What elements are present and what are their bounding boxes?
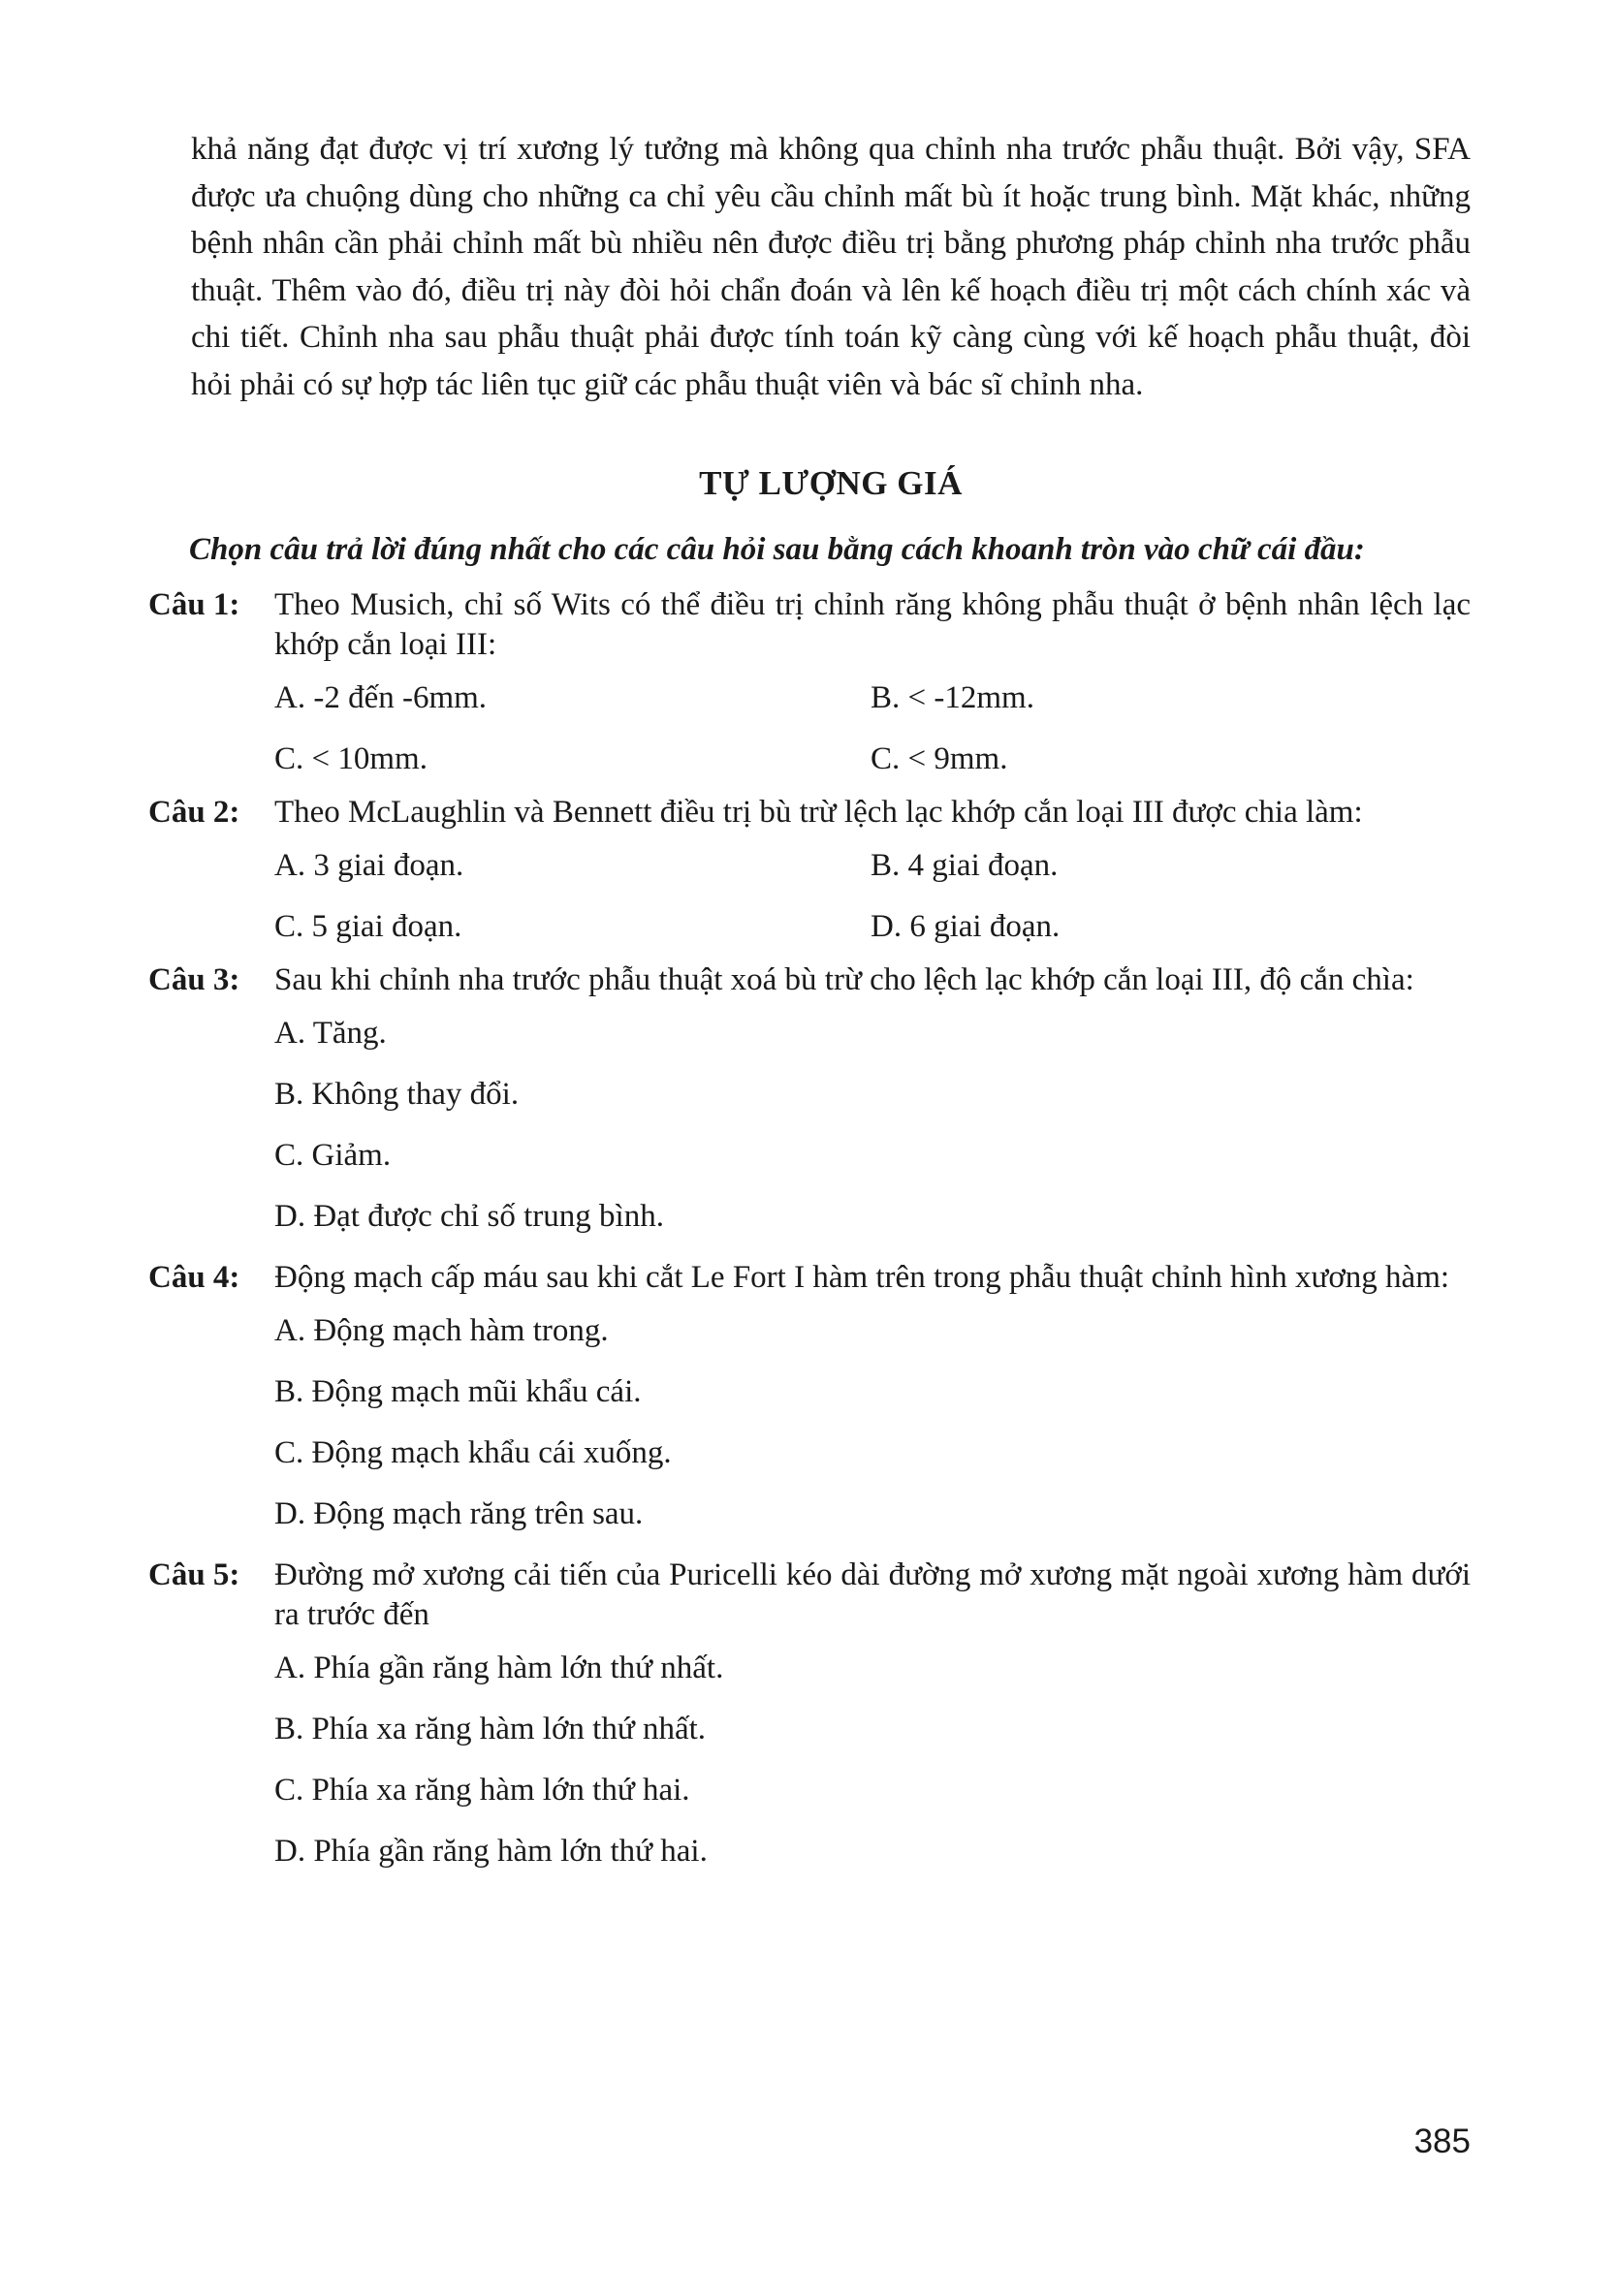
question-label: Câu 1: [148, 587, 240, 622]
option[interactable]: A. Phía gần răng hàm lớn thứ nhất. [274, 1651, 724, 1685]
page-number: 385 [1413, 2123, 1471, 2160]
question-label: Câu 2: [148, 795, 240, 830]
question-5 [148, 1556, 1471, 1871]
option[interactable]: C. 5 giai đoạn. [274, 909, 462, 944]
option[interactable]: C. Động mạch khẩu cái xuống. [274, 1435, 672, 1470]
intro-paragraph: khả năng đạt được vị trí xương lý tưởng mà không qua chỉnh nha trước phẫu thuật. Bởi vậy, SFA được ưa chuộng dùng cho những ca chỉ yêu cầu chỉnh mất bù ít hoặc trung bình. Mặt khác, những bệnh nhân cần phải chỉnh mất bù nhiều nên được điều trị bằng phương pháp chỉnh nha trước phẫu thuật. Thêm vào đó, điều trị này đòi hỏi chẩn đoán và lên kế hoạch điều trị một cách chính xác và chi tiết. Chỉnh nha sau phẫu thuật phải được tính toán kỹ càng cùng với kế hoạch phẫu thuật, đòi hỏi phải có sự hợp tác liên tục giữ các phẫu thuật viên và bác sĩ chỉnh nha. [191, 132, 1471, 402]
options [274, 1649, 1471, 1871]
option[interactable]: B. Phía xa răng hàm lớn thứ nhất. [274, 1712, 707, 1746]
option[interactable]: C. < 9mm. [871, 741, 1008, 776]
question-4 [148, 1258, 1471, 1534]
question-text: Theo McLaughlin và Bennett điều trị bù trừ lệch lạc khớp cắn loại III được chia làm: [274, 795, 1363, 830]
question-1 [148, 585, 1471, 779]
question-3 [148, 960, 1471, 1237]
question-label: Câu 5: [148, 1557, 240, 1592]
question-label: Câu 4: [148, 1260, 240, 1295]
instruction-text: Chọn câu trả lời đúng nhất cho các câu hỏi sau bằng cách khoanh tròn vào chữ cái đầu: [189, 532, 1365, 567]
option[interactable]: D. Phía gần răng hàm lớn thứ hai. [274, 1834, 708, 1869]
option[interactable]: A. Tăng. [274, 1016, 387, 1051]
options [274, 678, 1471, 779]
question-text: Theo Musich, chỉ số Wits có thể điều trị chỉnh răng không phẫu thuật ở bệnh nhân lệch lạc khớp cắn loại III: [274, 587, 1471, 662]
option[interactable]: B. < -12mm. [871, 680, 1034, 715]
option[interactable]: B. 4 giai đoạn. [871, 848, 1059, 883]
option[interactable]: D. Đạt được chỉ số trung bình. [274, 1199, 664, 1234]
option[interactable]: D. Động mạch răng trên sau. [274, 1496, 644, 1531]
option[interactable]: C. < 10mm. [274, 741, 428, 776]
option[interactable]: A. 3 giai đoạn. [274, 848, 464, 883]
question-text: Sau khi chỉnh nha trước phẫu thuật xoá bù trừ cho lệch lạc khớp cắn loại III, độ cắn chìa: [274, 962, 1414, 997]
options [274, 846, 1471, 947]
option[interactable]: C. Phía xa răng hàm lớn thứ hai. [274, 1773, 690, 1808]
question-text: Đường mở xương cải tiến của Puricelli kéo dài đường mở xương mặt ngoài xương hàm dưới ra trước đến [274, 1557, 1471, 1632]
option[interactable]: B. Không thay đổi. [274, 1077, 520, 1112]
question-label: Câu 3: [148, 962, 240, 997]
options [274, 1311, 1471, 1534]
option[interactable]: A. -2 đến -6mm. [274, 680, 488, 715]
options [274, 1014, 1471, 1237]
question-text: Động mạch cấp máu sau khi cắt Le Fort I hàm trên trong phẫu thuật chỉnh hình xương hàm: [274, 1260, 1450, 1295]
option[interactable]: A. Động mạch hàm trong. [274, 1313, 609, 1348]
option[interactable]: B. Động mạch mũi khẩu cái. [274, 1374, 642, 1409]
section-title: TỰ LƯỢNG GIÁ [699, 464, 963, 502]
option[interactable]: C. Giảm. [274, 1138, 392, 1173]
option[interactable]: D. 6 giai đoạn. [871, 909, 1061, 944]
question-2 [148, 793, 1471, 947]
